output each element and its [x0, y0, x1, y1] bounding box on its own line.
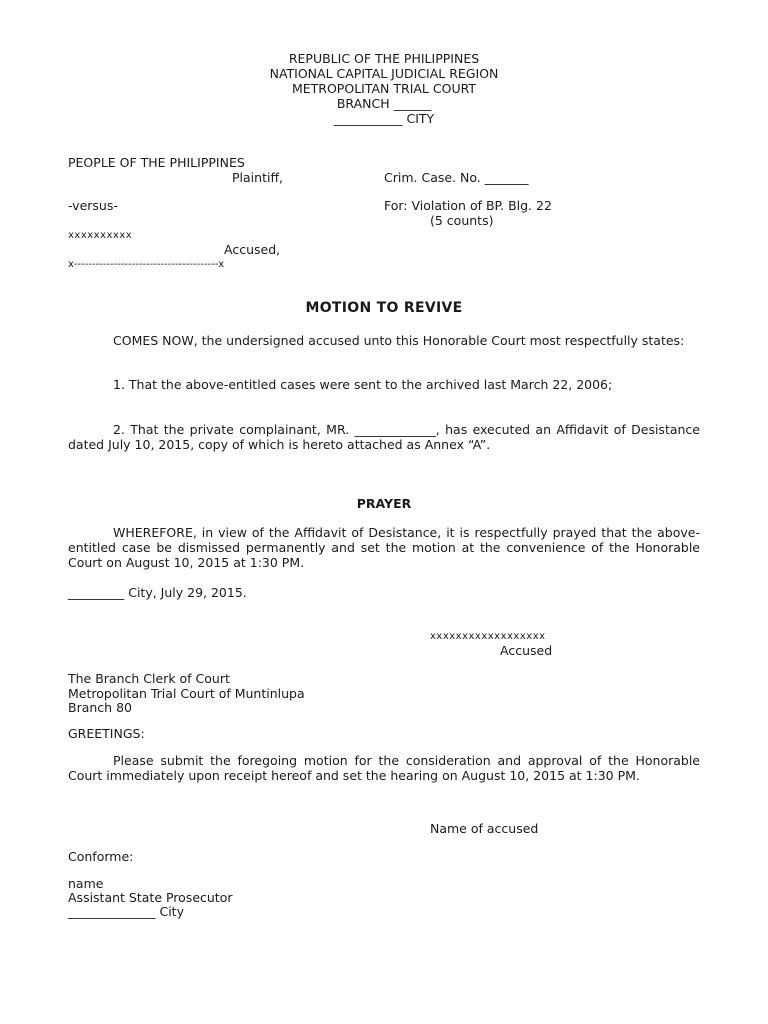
conforme-label: Conforme:: [68, 849, 134, 864]
header-court: METROPOLITAN TRIAL COURT: [291, 81, 477, 96]
prayer-date-line: _________ City, July 29, 2015.: [68, 585, 247, 600]
caption-accused-name: xxxxxxxxxx: [68, 230, 133, 241]
notice-addressee-2: Metropolitan Trial Court of Muntinlupa: [68, 686, 305, 701]
caption-party: PEOPLE OF THE PHILIPPINES: [68, 155, 245, 170]
notice-accused-label: Name of accused: [430, 821, 539, 836]
caption-case-no: Crim. Case. No. _______: [384, 170, 529, 185]
body-item-1: 1. That the above-entitled cases were sent to the archived last March 22, 2006;: [113, 377, 613, 392]
document-title: MOTION TO REVIVE: [305, 300, 463, 316]
notice-addressee-3: Branch 80: [68, 700, 132, 715]
conforme-city: ______________ City: [68, 904, 184, 919]
notice-addressee-1: The Branch Clerk of Court: [68, 671, 230, 686]
caption-divider: x----------------------------------------x: [68, 259, 225, 270]
header-republic: REPUBLIC OF THE PHILIPPINES: [288, 51, 480, 66]
notice-text: Please submit the foregoing motion for the consideration and approval of the Honorable Court immediately upon receipt hereof and set the hearing on August 10, 2015 at 1:30 PM.: [68, 753, 700, 783]
caption-for: For: Violation of BP. Blg. 22: [384, 198, 552, 213]
header-branch: BRANCH ______: [336, 96, 432, 111]
caption-accused: Accused,: [224, 242, 281, 257]
body-item-2: 2. That the private complainant, MR. _____________, has executed an Affidavit of Desistance dated July 10, 2015, copy of which is hereto attached as Annex “A”.: [68, 422, 700, 452]
signature-name: xxxxxxxxxxxxxxxxxx: [430, 631, 546, 642]
body-intro: COMES NOW, the undersigned accused unto this Honorable Court most respectfully states:: [113, 333, 685, 348]
caption-counts: (5 counts): [430, 213, 494, 228]
caption-versus: -versus-: [68, 198, 118, 213]
prayer-text: WHEREFORE, in view of the Affidavit of Desistance, it is respectfully prayed that the above-entitled case be dismissed permanently and set the motion at the convenience of the Honorable Court on August 10, 2015 at 1:30 PM.: [68, 525, 700, 570]
caption-plaintiff: Plaintiff,: [232, 170, 284, 185]
prayer-heading: PRAYER: [356, 496, 412, 511]
signature-role: Accused: [500, 643, 553, 658]
header-region: NATIONAL CAPITAL JUDICIAL REGION: [269, 66, 499, 81]
conforme-title: Assistant State Prosecutor: [68, 890, 233, 905]
conforme-name: name: [68, 876, 104, 891]
notice-greetings: GREETINGS:: [68, 726, 145, 741]
header-city: ___________ CITY: [333, 111, 435, 126]
